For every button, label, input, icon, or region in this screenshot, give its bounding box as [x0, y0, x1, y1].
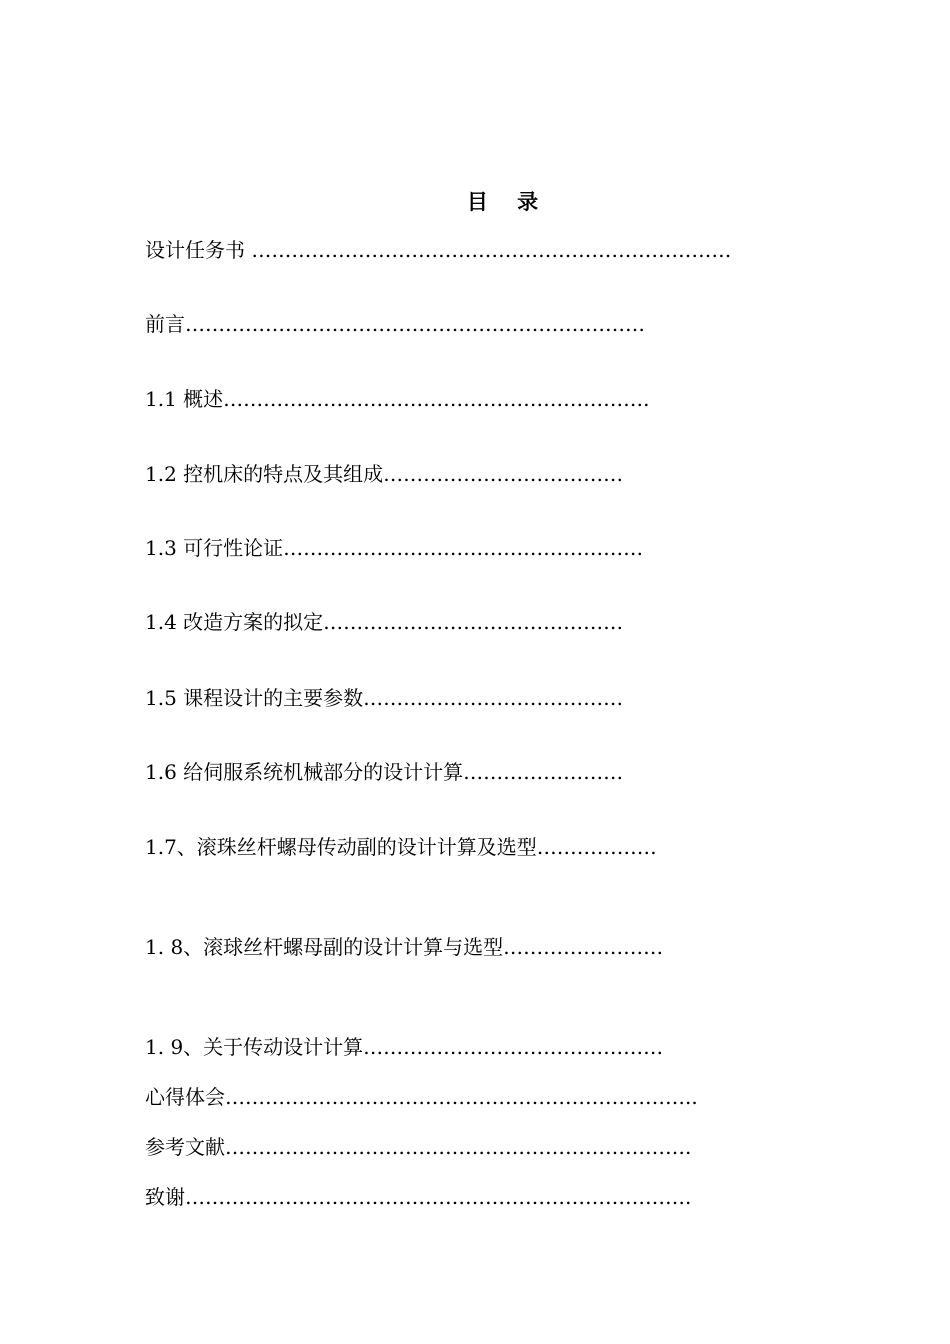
toc-entry-1-4: 1.4 改造方案的拟定……………………………………… — [145, 610, 624, 634]
toc-entry-design-task: 设计任务书 ……………………………………………………………… — [145, 238, 732, 262]
toc-title: 目 录 — [466, 189, 539, 214]
toc-entry-1-7: 1.7、滚珠丝杆螺母传动副的设计计算及选型……………… — [145, 835, 657, 859]
toc-entry-1-2: 1.2 控机床的特点及其组成……………………………… — [145, 462, 624, 486]
toc-entry-1-9: 1. 9、关于传动设计计算……………………………………… — [145, 1035, 664, 1059]
toc-entry-preface: 前言…………………………………………………………… — [145, 312, 645, 336]
toc-entry-1-5: 1.5 课程设计的主要参数………………………………… — [145, 686, 624, 710]
toc-entry-1-1: 1.1 概述………………………………………………………. — [145, 387, 650, 411]
toc-entry-1-8: 1. 8、滚球丝杆螺母副的设计计算与选型…………………… — [145, 935, 664, 959]
toc-entry-1-6: 1.6 给伺服系统机械部分的设计计算…………………… — [145, 760, 624, 784]
toc-entry-acknowledgements: 致谢…………………………………………………………………. — [145, 1185, 692, 1209]
toc-entry-reflections: 心得体会…………………………………………………………….. — [145, 1085, 698, 1109]
toc-entry-1-3: 1.3 可行性论证……………………………………………… — [145, 536, 644, 560]
toc-entry-references: 参考文献……………………………………………………………. — [145, 1135, 692, 1159]
